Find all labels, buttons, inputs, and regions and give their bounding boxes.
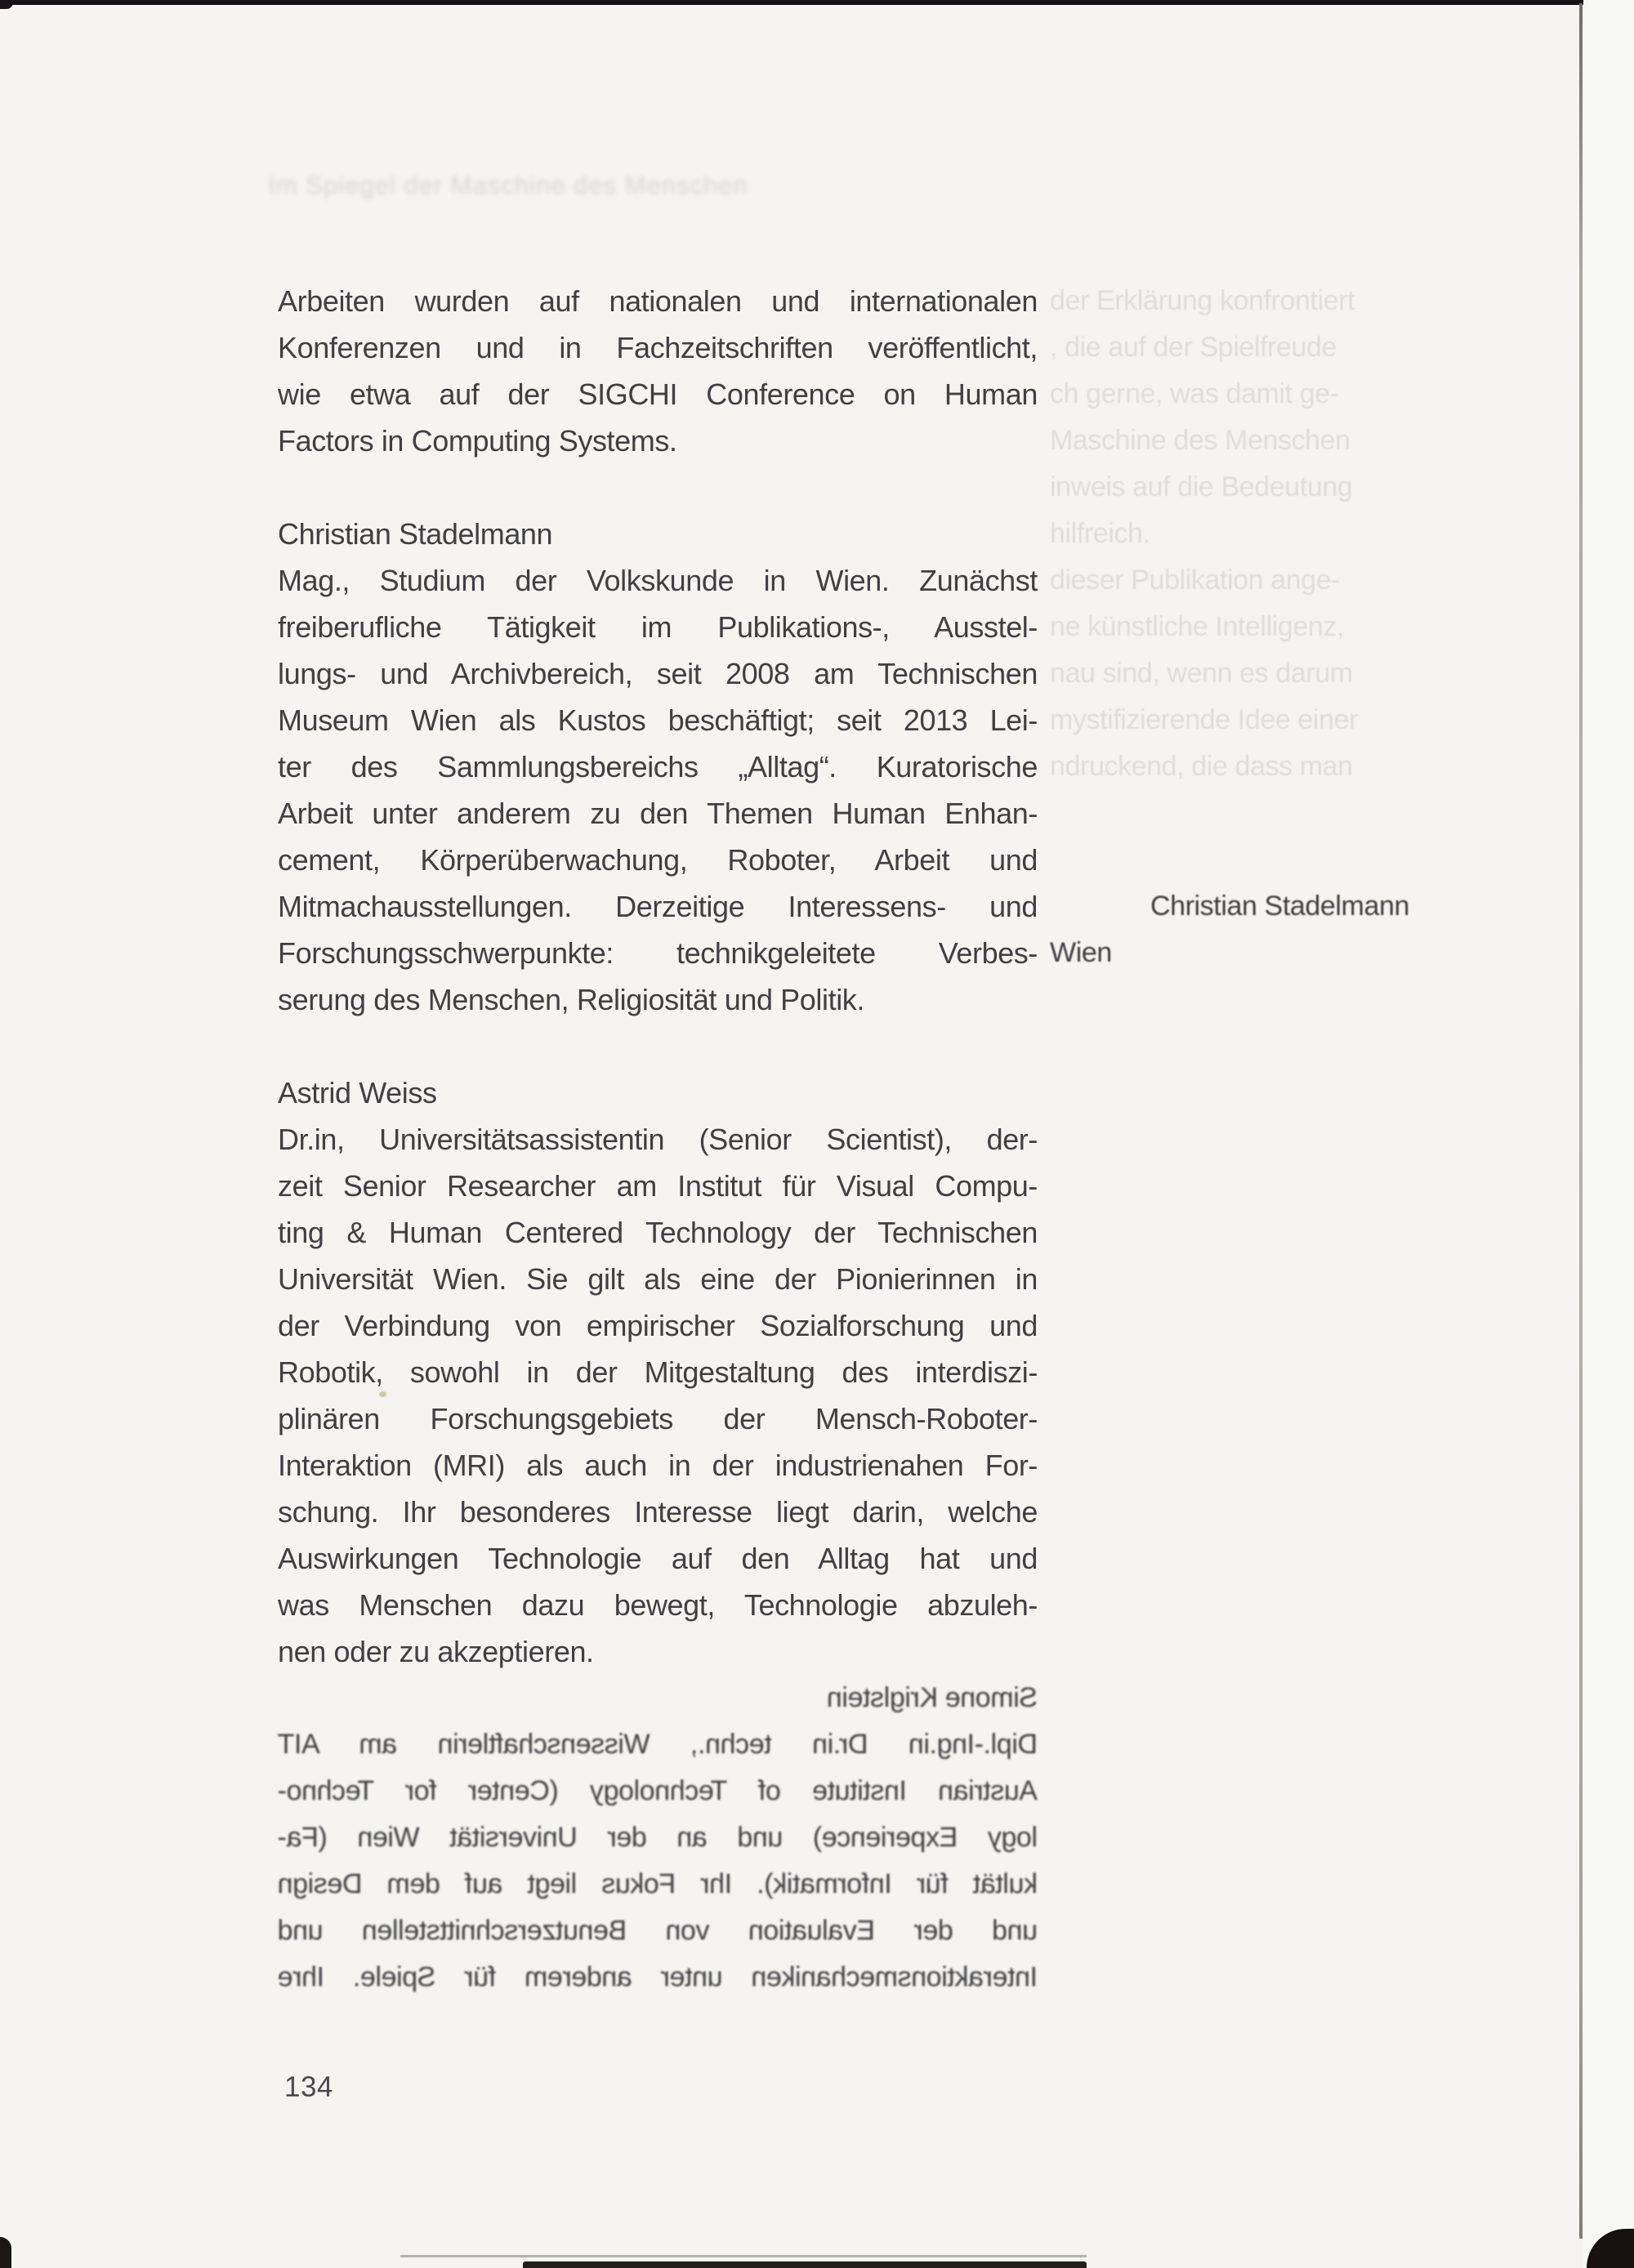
text-line: Museum Wien als Kustos beschäftigt; seit 2013 Lei- xyxy=(278,703,1038,737)
author-bio-stadelmann-lines xyxy=(278,557,1038,1023)
text-line: was Menschen dazu bewegt, Technologie abzuleh- xyxy=(278,1588,1038,1622)
text-line: serung des Menschen, Religiosität und Politik. xyxy=(278,983,865,1016)
text-line: Factors in Computing Systems. xyxy=(278,424,677,458)
text-line: Interaktion (MRI) als auch in der industrienahen For- xyxy=(278,1449,1038,1482)
text-line: Arbeit unter anderem zu den Themen Human Enhan- xyxy=(278,797,1038,830)
bleed-text-line: ndruckend, die dass man xyxy=(1050,751,1353,782)
book-bottom-edge-highlight xyxy=(400,2255,1087,2257)
text-line: Mag., Studium der Volkskunde in Wien. Zunächst xyxy=(278,564,1038,597)
text-line: der Verbindung von empirischer Sozialforschung und xyxy=(278,1309,1038,1342)
bleed-through-mirrored-bio xyxy=(278,1675,1038,2001)
text-line: Konferenzen und in Fachzeitschriften veröffentlicht, xyxy=(278,331,1038,364)
bleed-text-line: mystifizierende Idee einer xyxy=(1050,704,1359,735)
text-line: Forschungsschwerpunkte: technikgeleitete Verbes- xyxy=(278,936,1038,970)
bleed-text-line: kultät für Informatik). Ihr Fokus liegt auf dem Design xyxy=(278,1868,1038,1900)
text-line: wie etwa auf der SIGCHI Conference on Human xyxy=(278,377,1038,411)
author-bio-weiss-lines xyxy=(278,1116,1038,1675)
author-bio-weiss xyxy=(278,1069,1038,1675)
scan-top-left-corner xyxy=(0,0,13,9)
bleed-text-line: , die auf der Spielfreude xyxy=(1050,332,1337,363)
text-line: freiberufliche Tätigkeit im Publikations-, Ausstel- xyxy=(278,610,1038,644)
text-line: nen oder zu akzeptieren. xyxy=(278,1635,594,1668)
bleed-text-line: dieser Publikation ange- xyxy=(1050,565,1341,596)
bleed-mirrored-bio-lines xyxy=(278,1721,1038,2001)
text-line: zeit Senior Researcher am Institut für Visual Compu- xyxy=(278,1169,1038,1203)
text-line: cement, Körperüberwachung, Roboter, Arbeit und xyxy=(278,843,1038,877)
text-line: Mitmachausstellungen. Derzeitige Interessens- und xyxy=(278,890,1038,923)
text-line: ting & Human Centered Technology der Technischen xyxy=(278,1216,1038,1249)
bleed-text-line: logy Experience) und an der Universität Wien (Fa- xyxy=(278,1822,1038,1853)
intro-paragraph xyxy=(278,278,1038,464)
bleed-right-lines xyxy=(1050,278,1430,790)
bleed-text-line: Maschine des Menschen xyxy=(1050,425,1351,456)
bleed-through-header: Im Spiegel der Maschine des Menschen xyxy=(268,171,748,199)
book-bottom-edge-shadow xyxy=(523,2261,1087,2268)
bleed-signature-lines xyxy=(1050,883,1409,976)
scan-bottom-left-corner xyxy=(0,2237,11,2268)
bleed-text-line: inweis auf die Bedeutung xyxy=(1050,471,1353,502)
bleed-text-line: ch gerne, was damit ge- xyxy=(1050,378,1339,409)
bleed-text-line: ne künstliche Intelligenz, xyxy=(1050,611,1345,642)
scan-top-edge xyxy=(0,0,1634,5)
text-line: Auswirkungen Technologie auf den Alltag hat und xyxy=(278,1542,1038,1575)
intro-paragraph-lines xyxy=(278,278,1038,464)
page-edge-line xyxy=(1579,3,1583,2239)
text-line: Robotik, sowohl in der Mitgestaltung des interdiszi- xyxy=(278,1355,1038,1389)
bleed-text-line: der Erklärung konfrontiert xyxy=(1050,285,1355,316)
facing-page-sliver xyxy=(1583,0,1634,2268)
text-line: ter des Sammlungsbereichs „Alltag“. Kuratorische xyxy=(278,750,1038,784)
author-name-stadelmann: Christian Stadelmann xyxy=(278,517,553,551)
bleed-text-line: Wien xyxy=(1050,937,1112,968)
bleed-text-line: Interaktionsmechaniken unter anderem für Spiele. Ihre xyxy=(278,1962,1038,1993)
text-line: Universität Wien. Sie gilt als eine der Pionierinnen in xyxy=(278,1262,1038,1296)
text-line: plinären Forschungsgebiets der Mensch-Roboter- xyxy=(278,1402,1038,1435)
bleed-text-line: Dipl.-Ing.in Dr.in techn., Wissenschaftlerin am AIT xyxy=(278,1729,1038,1760)
page-number: 134 xyxy=(284,2071,333,2103)
text-line: Arbeiten wurden auf nationalen und internationalen xyxy=(278,284,1038,318)
text-line: Dr.in, Universitätsassistentin (Senior Scientist), der- xyxy=(278,1123,1038,1156)
text-line: schung. Ihr besonderes Interesse liegt darin, welche xyxy=(278,1495,1038,1529)
text-line: lungs- und Archivbereich, seit 2008 am Technischen xyxy=(278,657,1038,690)
bleed-text-line: und der Evaluation von Benutzerschnittstellen und xyxy=(278,1915,1038,1946)
author-name-weiss: Astrid Weiss xyxy=(278,1076,437,1109)
bleed-text-line: nau sind, wenn es darum xyxy=(1050,658,1353,689)
bleed-mirrored-author-name: Simone Kriglstein xyxy=(827,1682,1038,1713)
author-bio-stadelmann xyxy=(278,511,1038,1023)
bleed-text-line: Austrian Institute of Technology (Center for Techno- xyxy=(278,1775,1038,1806)
bleed-through-signature xyxy=(1050,883,1409,976)
bleed-text-line: Christian Stadelmann xyxy=(1150,891,1409,922)
bleed-text-line: hilfreich. xyxy=(1050,518,1150,549)
bleed-through-right-column xyxy=(1050,278,1430,790)
